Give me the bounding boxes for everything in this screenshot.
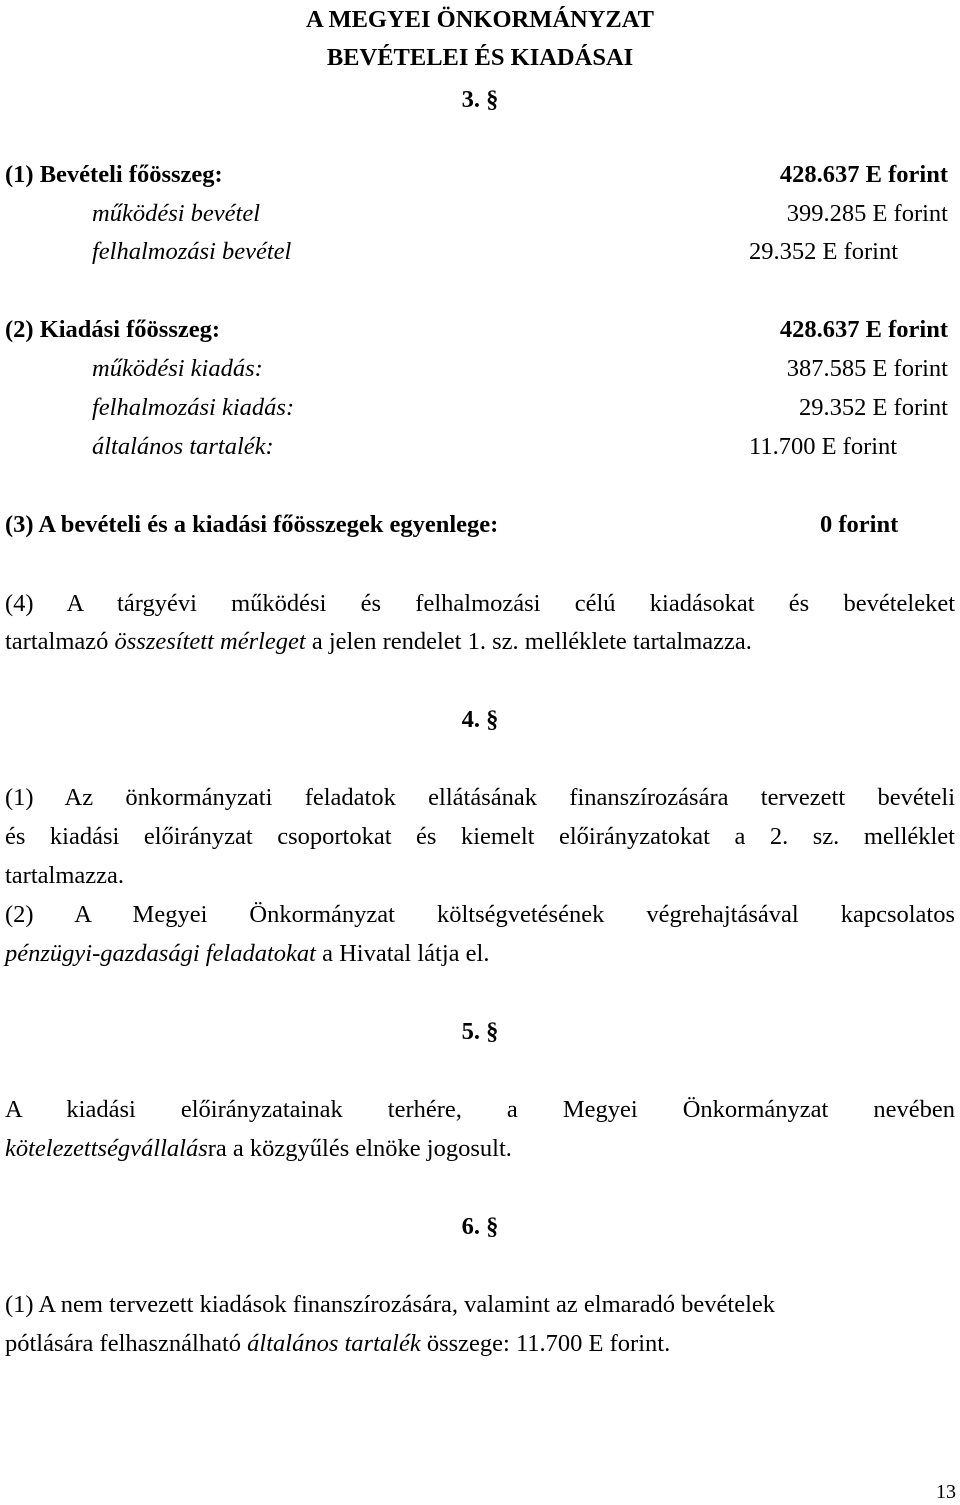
text-run: ra a közgyűlés elnöke jogosult. xyxy=(207,1135,512,1162)
section-4-heading: 4. § xyxy=(461,706,499,733)
expense-total-label: (2) Kiadási főösszeg: xyxy=(5,316,221,343)
expense-capital-amount: 29.352 E forint xyxy=(798,394,948,421)
section-6-heading: 6. § xyxy=(461,1213,499,1240)
expense-total-amount: 428.637 E forint xyxy=(779,316,948,343)
text-run: a jelen rendelet 1. sz. melléklete tartalmazza. xyxy=(305,628,752,655)
title-line-2: BEVÉTELEI ÉS KIADÁSAI xyxy=(326,44,634,71)
paragraph-3-4-line-1: (4) A tárgyévi működési és felhalmozási célú kiadásokat és bevételeket xyxy=(5,590,955,617)
paragraph-4-1-line-3: tartalmazza. xyxy=(5,862,125,889)
paragraph-6-1-line-1: (1) A nem tervezett kiadások finanszírozására, valamint az elmaradó bevételek xyxy=(5,1291,776,1318)
emphasis-text: összesített mérleget xyxy=(114,628,306,655)
revenue-total-amount: 428.637 E forint xyxy=(779,161,948,188)
expense-reserve-label: általános tartalék: xyxy=(92,433,274,460)
page-number: 13 xyxy=(936,1481,956,1503)
emphasis-text: általános tartalék xyxy=(247,1330,421,1357)
revenue-capital-label: felhalmozási bevétel xyxy=(92,238,292,265)
text-run: tartalmazó xyxy=(5,628,115,655)
text-run: a Hivatal látja el. xyxy=(315,940,490,967)
paragraph-4-1-line-1: (1) Az önkormányzati feladatok ellátásának finanszírozására tervezett bevételi xyxy=(5,784,955,811)
expense-operating-label: működési kiadás: xyxy=(92,355,263,382)
paragraph-5-line-2 xyxy=(5,1134,512,1164)
revenue-operating-label: működési bevétel xyxy=(92,200,261,227)
paragraph-4-1-line-2: és kiadási előirányzat csoportokat és kiemelt előirányzatokat a 2. sz. melléklet xyxy=(5,823,955,850)
balance-label: (3) A bevételi és a kiadási főösszegek egyenlege: xyxy=(5,511,499,538)
paragraph-4-2-line-2 xyxy=(5,939,489,969)
emphasis-text: pénzügyi-gazdasági feladatokat xyxy=(5,940,316,967)
section-5-heading: 5. § xyxy=(461,1018,499,1045)
text-run: pótlására felhasználható xyxy=(5,1330,248,1357)
paragraph-6-1-line-2 xyxy=(5,1329,670,1359)
title-line-1: A MEGYEI ÖNKORMÁNYZAT xyxy=(305,6,654,33)
expense-operating-amount: 387.585 E forint xyxy=(786,355,948,382)
section-3-heading: 3. § xyxy=(461,86,499,113)
revenue-total-label: (1) Bevételi főösszeg: xyxy=(5,161,223,188)
balance-amount: 0 forint xyxy=(820,511,899,538)
revenue-capital-amount: 29.352 E forint xyxy=(749,238,899,265)
expense-capital-label: felhalmozási kiadás: xyxy=(92,394,295,421)
revenue-operating-amount: 399.285 E forint xyxy=(786,200,948,227)
paragraph-4-2-line-1: (2) A Megyei Önkormányzat költségvetésének végrehajtásával kapcsolatos xyxy=(5,901,955,928)
emphasis-text: kötelezettségvállalás xyxy=(5,1135,208,1162)
expense-reserve-amount: 11.700 E forint xyxy=(749,433,898,460)
paragraph-5-line-1: A kiadási előirányzatainak terhére, a Megyei Önkormányzat nevében xyxy=(5,1096,955,1123)
text-run: összege: 11.700 E forint. xyxy=(420,1330,671,1357)
paragraph-3-4-line-2 xyxy=(5,627,752,657)
